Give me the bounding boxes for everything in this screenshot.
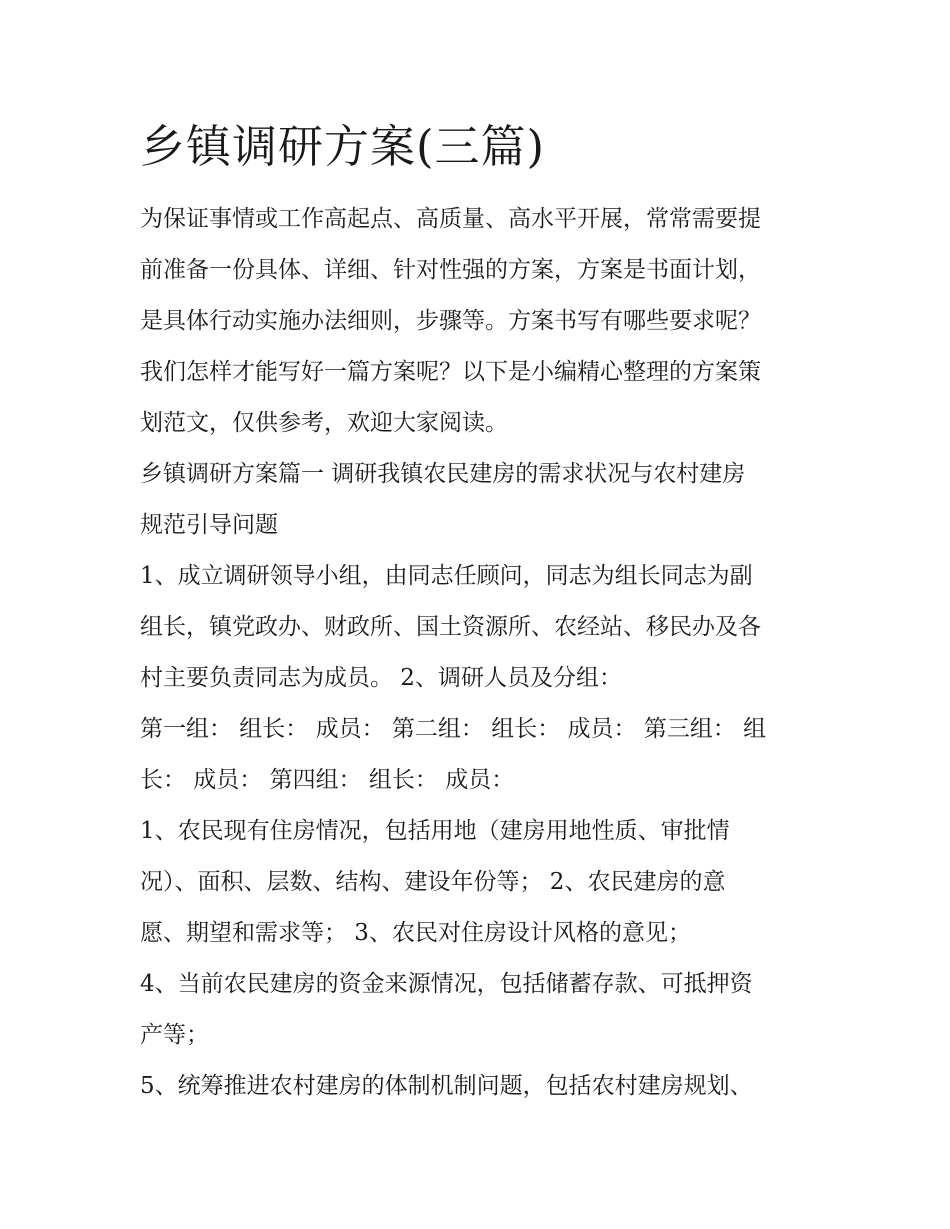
text-line: 为保证事情或工作高起点、高质量、高水平开展，常常需要提 bbox=[140, 206, 761, 232]
text-line: 第一组： 组长： 成员： 第二组： 组长： 成员： 第三组： 组 bbox=[140, 716, 767, 742]
text-line: 组长，镇党政办、财政所、国土资源所、农经站、移民办及各 bbox=[140, 614, 761, 640]
text-line: 划范文，仅供参考，欢迎大家阅读。 bbox=[140, 410, 508, 436]
text-line: 况）、面积、层数、结构、建设年份等； 2、农民建房的意 bbox=[140, 869, 726, 895]
text-line: 长： 成员： 第四组： 组长： 成员： bbox=[140, 767, 515, 793]
text-line: 愿、期望和需求等； 3、农民对住房设计风格的意见； bbox=[140, 920, 691, 946]
text-line: 村主要负责同志为成员。 2、调研人员及分组： bbox=[140, 665, 622, 691]
text-line: 1、成立调研领导小组，由同志任顾问，同志为组长同志为副 bbox=[140, 563, 753, 589]
document-body bbox=[140, 112, 820, 1112]
text-line: 1、农民现有住房情况，包括用地（建房用地性质、审批情 bbox=[140, 818, 730, 844]
text-line: 产等； bbox=[140, 1022, 209, 1048]
text-line: 我们怎样才能写好一篇方案呢？以下是小编精心整理的方案策 bbox=[140, 359, 761, 385]
text-line: 5、统筹推进农村建房的体制机制问题，包括农村建房规划、 bbox=[140, 1073, 753, 1099]
section-heading-line: 规范引导问题 bbox=[140, 512, 278, 538]
text-line: 是具体行动实施办法细则，步骤等。方案书写有哪些要求呢？ bbox=[140, 308, 761, 334]
section-heading-line: 乡镇调研方案篇一 调研我镇农民建房的需求状况与农村建房 bbox=[140, 461, 746, 487]
text-line: 4、当前农民建房的资金来源情况，包括储蓄存款、可抵押资 bbox=[140, 971, 753, 997]
text-line: 前准备一份具体、详细、针对性强的方案，方案是书面计划， bbox=[140, 257, 761, 283]
document-title: 乡镇调研方案(三篇) bbox=[140, 120, 546, 173]
